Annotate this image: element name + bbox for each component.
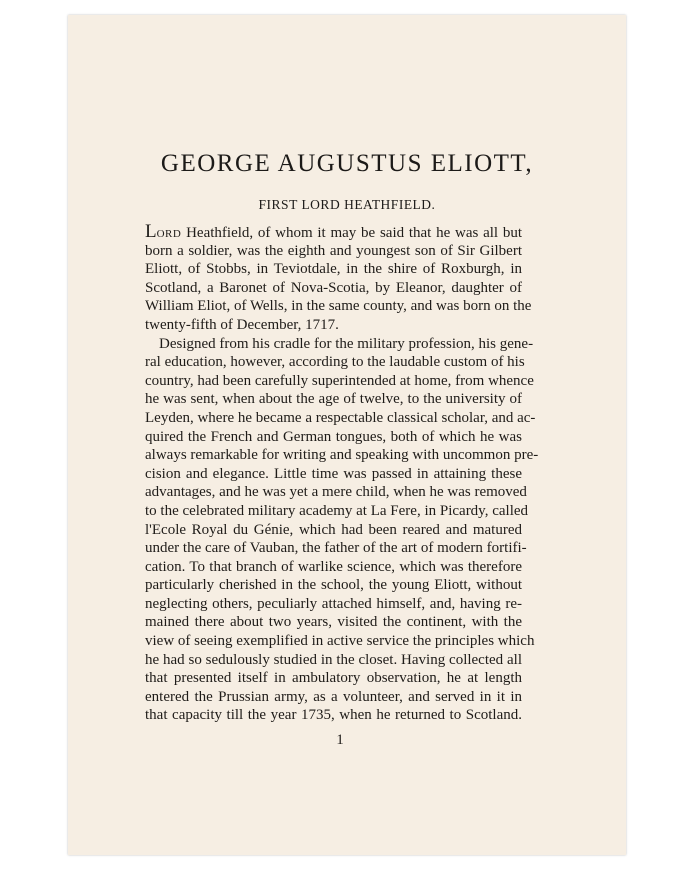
- text-line: Eliott, of Stobbs, in Teviotdale, in the shire of Roxburgh, in: [145, 261, 522, 278]
- text-line: Leyden, where he became a respectable classical scholar, and ac-: [145, 409, 536, 426]
- text-line: mained there about two years, visited the continent, with the: [145, 614, 522, 631]
- text-line: born a soldier, was the eighth and youngest son of Sir Gilbert: [145, 242, 522, 259]
- text-line: country, had been carefully superintended at home, from whence: [145, 372, 534, 389]
- text-line: neglecting others, peculiarly attached himself, and, having re-: [145, 595, 522, 612]
- text-line: quired the French and German tongues, both of which he was: [145, 428, 522, 445]
- paragraph-1: [145, 221, 532, 335]
- page-subtitle: FIRST LORD HEATHFIELD.: [258, 197, 436, 212]
- text-line: entered the Prussian army, as a volunteer, and served in it in: [145, 688, 522, 705]
- text-line: to the celebrated military academy at La Fere, in Picardy, called: [145, 502, 529, 519]
- text-line: twenty-fifth of December, 1717.: [145, 316, 339, 333]
- text-line: he was sent, when about the age of twelve, to the university of: [145, 391, 522, 408]
- small-caps: ord: [156, 225, 182, 241]
- paragraph-2: [145, 335, 539, 725]
- text-line: always remarkable for writing and speaking with uncommon pre-: [145, 447, 539, 464]
- body-text: [145, 221, 539, 725]
- text-line: under the care of Vauban, the father of the art of modern fortifi-: [145, 540, 527, 557]
- text-line: cation. To that branch of warlike science, which was therefore: [145, 558, 522, 575]
- text-line: cision and elegance. Little time was passed in attaining these: [145, 465, 522, 482]
- text-line: view of seeing exemplified in active service the principles which: [145, 633, 535, 650]
- line-text: Heathfield, of whom it may be said that he was all but: [181, 225, 522, 241]
- text-line: that capacity till the year 1735, when he returned to Scotland.: [145, 707, 522, 724]
- text-line: l'Ecole Royal du Génie, which had been reared and matured: [145, 521, 522, 538]
- page-number: 1: [336, 732, 344, 748]
- text-line: [145, 223, 522, 242]
- text-line: Designed from his cradle for the military profession, his gene-: [159, 335, 534, 352]
- text-line: he had so sedulously studied in the closet. Having collected all: [145, 651, 522, 668]
- text-line: that presented itself in ambulatory observation, he at length: [145, 670, 522, 687]
- text-line: Scotland, a Baronet of Nova-Scotia, by Eleanor, daughter of: [145, 279, 522, 296]
- drop-cap: L: [145, 221, 157, 242]
- text-line: particularly cherished in the school, the young Eliott, without: [145, 577, 522, 594]
- page-title: GEORGE AUGUSTUS ELIOTT,: [160, 150, 534, 177]
- text-line: William Eliot, of Wells, in the same county, and was born on the: [145, 298, 532, 315]
- text-line: advantages, and he was yet a mere child, when he was removed: [145, 484, 527, 501]
- text-line: ral education, however, according to the laudable custom of his: [145, 354, 525, 371]
